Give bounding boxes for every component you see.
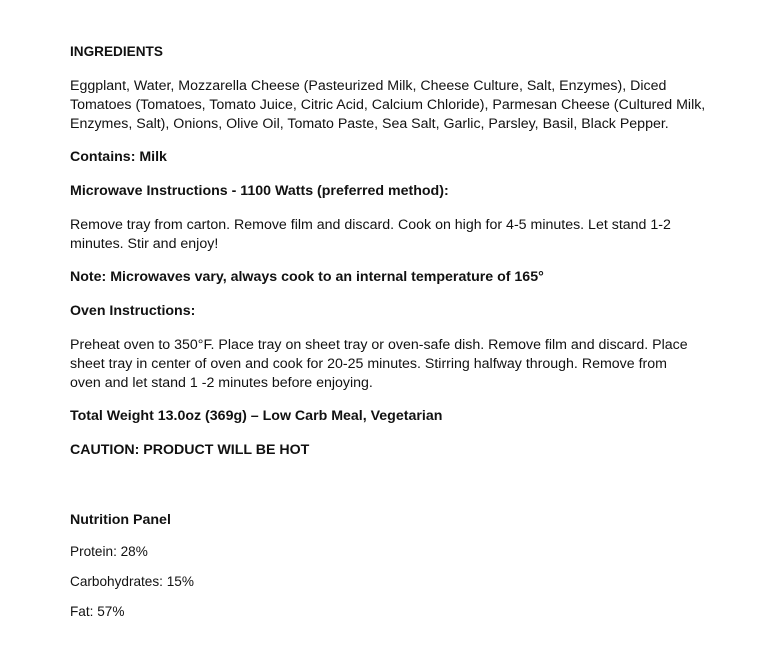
oven-line: sheet tray in center of oven and cook for 20-25 minutes. Stirring halfway through. Remove from [70, 356, 667, 372]
microwave-instructions-text [70, 216, 710, 254]
nutrition-carbohydrates: Carbohydrates: 15% [70, 574, 194, 589]
ingredients-line: Enzymes, Salt), Onions, Olive Oil, Tomato Paste, Sea Salt, Garlic, Parsley, Basil, Black Pepper. [70, 116, 669, 132]
caution-warning: CAUTION: PRODUCT WILL BE HOT [70, 442, 310, 458]
allergen-statement: Contains: Milk [70, 149, 167, 165]
nutrition-fat: Fat: 57% [70, 604, 125, 619]
ingredients-line: Tomatoes (Tomatoes, Tomato Juice, Citric Acid, Calcium Chloride), Parmesan Cheese (Cultured Milk, [70, 97, 706, 113]
microwave-instructions-heading: Microwave Instructions - 1100 Watts (preferred method): [70, 183, 449, 199]
oven-line: Preheat oven to 350°F. Place tray on sheet tray or oven-safe dish. Remove film and discard. Place [70, 337, 688, 353]
oven-instructions-text [70, 336, 710, 393]
oven-line: oven and let stand 1 -2 minutes before enjoying. [70, 375, 373, 391]
microwave-note: Note: Microwaves vary, always cook to an internal temperature of 165° [70, 269, 544, 285]
ingredients-text [70, 77, 710, 134]
microwave-line: minutes. Stir and enjoy! [70, 236, 219, 252]
total-weight: Total Weight 13.0oz (369g) – Low Carb Meal, Vegetarian [70, 408, 443, 424]
nutrition-protein: Protein: 28% [70, 544, 148, 559]
document-body [70, 42, 710, 632]
nutrition-panel-heading: Nutrition Panel [70, 512, 171, 528]
oven-instructions-heading: Oven Instructions: [70, 303, 196, 319]
ingredients-line: Eggplant, Water, Mozzarella Cheese (Pasteurized Milk, Cheese Culture, Salt, Enzymes), Diced [70, 78, 667, 94]
microwave-line: Remove tray from carton. Remove film and discard. Cook on high for 4-5 minutes. Let stand 1-2 [70, 217, 671, 233]
ingredients-heading: INGREDIENTS [70, 44, 163, 59]
